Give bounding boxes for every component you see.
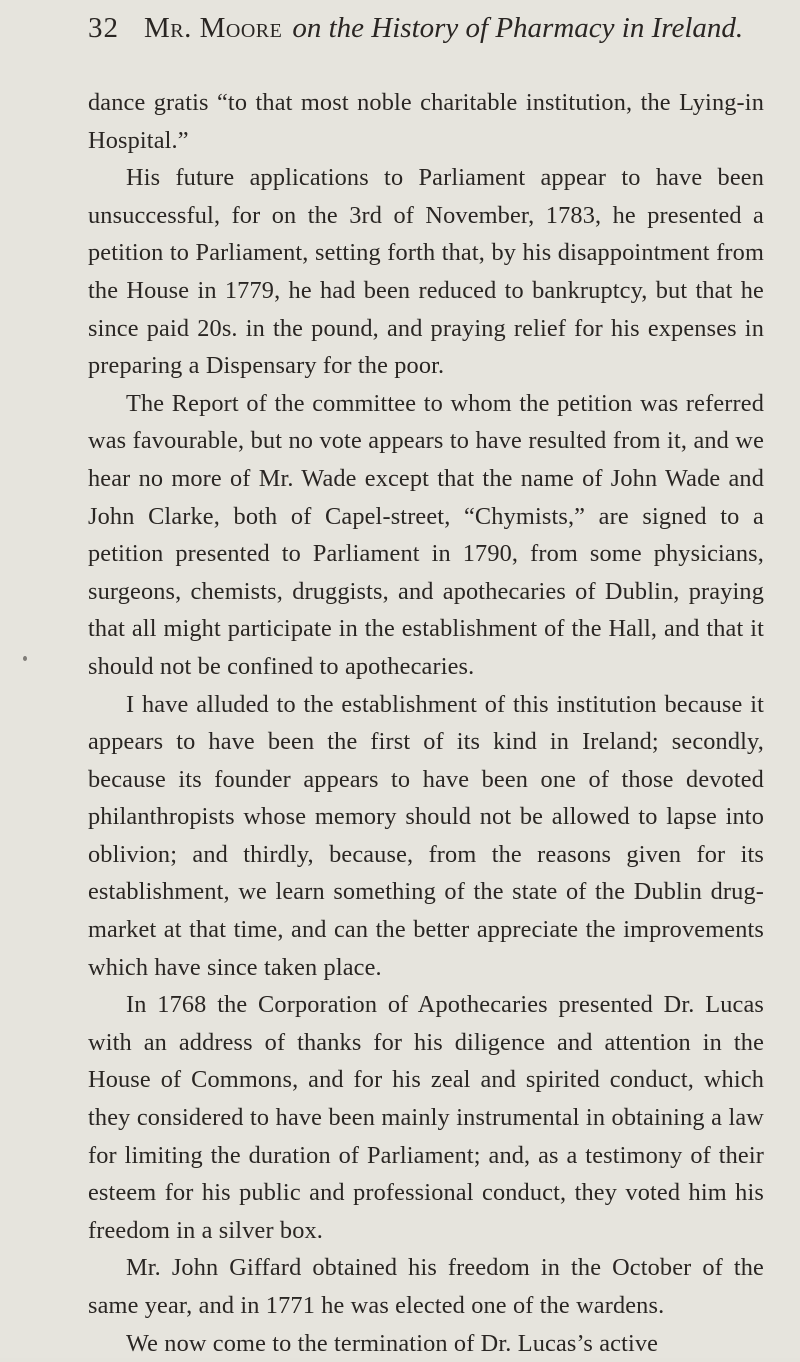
body-text [88,84,764,1362]
paragraph-committee-report: The Report of the committee to whom the petition was referred was favourable, but no vote appears to have resulted from it, and we hear no more of Mr. Wade except that the name of John Wade and John Clarke, both of Capel-street, “Chymists,” are signed to a petition presented to Parliament in 1790, from some physicians, surgeons, chemists, druggists, and apothecaries of Dublin, praying that all might participate in the establishment of the Hall, and that it should not be confined to apothecaries. [88,389,764,680]
paragraph-parliament-applications: His future applications to Parliament appear to have been unsuccessful, for on the 3rd of November, 1783, he presented a petition to Parliament, setting forth that, by his disappointment from the House in 1779, he had been reduced to bankruptcy, but that he since paid 20s. in the pound, and praying relief for his expenses in preparing a Dispensary for the poor. [88,164,764,380]
paragraph-john-giffard: Mr. John Giffard obtained his freedom in the October of the same year, and in 1771 he was elected one of the wardens. [88,1254,764,1319]
running-header [88,12,764,62]
ink-speck [23,656,27,661]
paragraph-lucas-termination: We now come to the termination of Dr. Lucas’s active [126,1329,659,1357]
page-number: 32 [88,12,119,44]
paragraph-institution-reasons: I have alluded to the establishment of this institution because it appears to have been the first of its kind in Ireland; secondly, because its founder appears to have been one of those devoted philanthropists whose memory should not be allowed to lapse into oblivion; and thirdly, because, from the reasons given for its establishment, we learn something of the state of the Dublin drug-market at that time, and can the better appreciate the improvements which have since taken place. [88,690,764,981]
paragraph-dr-lucas-address: In 1768 the Corporation of Apothecaries presented Dr. Lucas with an address of thanks for his diligence and attention in the House of Commons, and for his zeal and spirited conduct, which they considered to have been mainly instrumental in obtaining a law for limiting the duration of Parliament; and, as a testimony of their esteem for his public and professional conduct, they voted him his freedom in a silver box. [88,991,764,1244]
paragraph-continuation: dance gratis “to that most noble charitable institution, the Lying-in Hospital.” [88,89,764,154]
header-title: on the History of Pharmacy in Ireland. [292,12,744,44]
header-author: Mr. Moore [144,12,283,44]
